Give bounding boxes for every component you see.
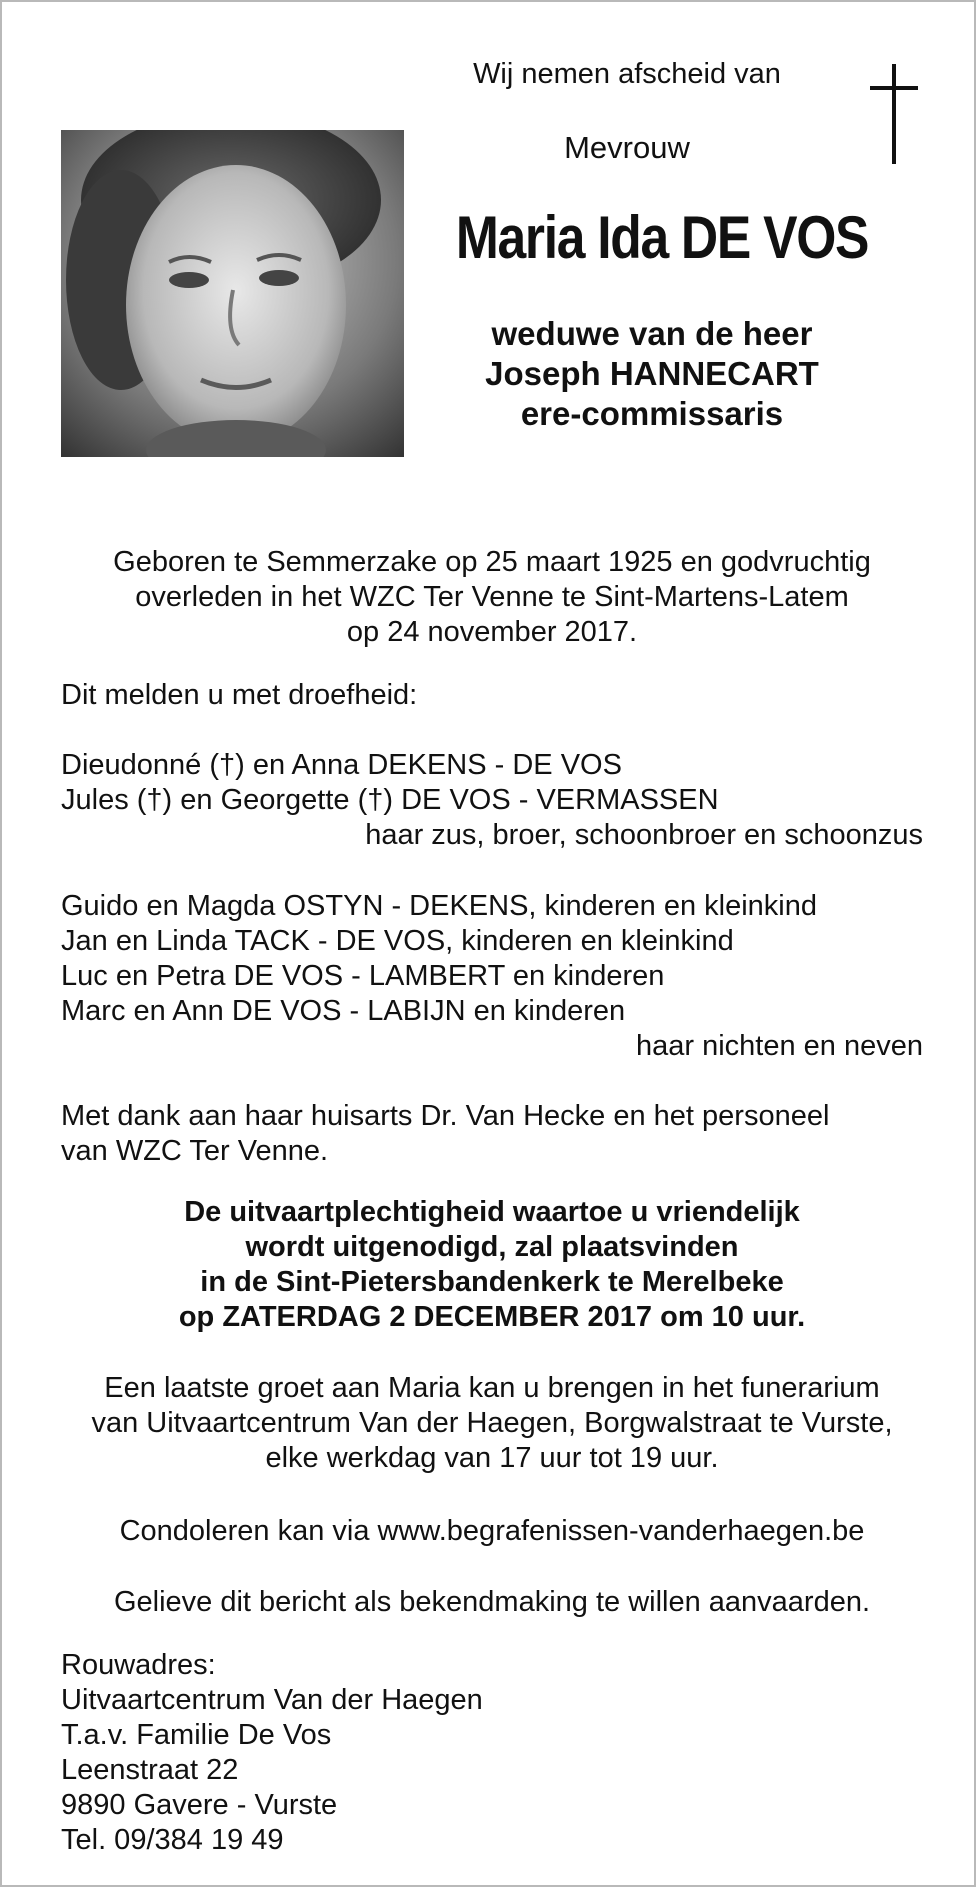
- address-line: Tel. 09/384 19 49: [61, 1824, 284, 1856]
- address-line: Uitvaartcentrum Van der Haegen: [61, 1684, 483, 1716]
- family-nephews: [61, 889, 923, 1064]
- honorific: Mevrouw: [564, 130, 690, 165]
- family-relation: haar zus, broer, schoonbroer en schoonzus: [365, 819, 923, 851]
- visit-line: Een laatste groet aan Maria kan u brengen in het funerarium: [104, 1372, 880, 1404]
- family-line: Dieudonné (†) en Anna DEKENS - DE VOS: [61, 749, 622, 781]
- address-line: Rouwadres:: [61, 1649, 216, 1681]
- address-line: T.a.v. Familie De Vos: [61, 1719, 332, 1751]
- family-line: Luc en Petra DE VOS - LAMBERT en kinderen: [61, 960, 665, 992]
- widow-line: weduwe van de heer: [491, 315, 813, 352]
- widow-line: ere-commissaris: [520, 395, 784, 432]
- family-line: Jan en Linda TACK - DE VOS, kinderen en kleinkind: [61, 925, 734, 957]
- ceremony-paragraph: [61, 1195, 923, 1335]
- born-line: op 24 november 2017.: [346, 616, 638, 648]
- born-paragraph: [61, 545, 923, 650]
- family-line: Jules (†) en Georgette (†) DE VOS - VERMASSEN: [61, 784, 719, 816]
- condolence-text: Condoleren kan via www.begrafenissen-vanderhaegen.be: [119, 1515, 865, 1547]
- ceremony-line: wordt uitgenodigd, zal plaatsvinden: [245, 1231, 739, 1263]
- family-line: Marc en Ann DE VOS - LABIJN en kinderen: [61, 995, 626, 1027]
- widow-of-block: [442, 314, 862, 434]
- thanks-paragraph: [61, 1099, 923, 1169]
- visit-line: elke werkdag van 17 uur tot 19 uur.: [265, 1442, 719, 1474]
- latin-cross-icon: [864, 64, 924, 164]
- portrait-photo: [61, 130, 404, 457]
- ceremony-line: in de Sint-Pietersbandenkerk te Merelbeke: [200, 1266, 784, 1298]
- widow-line: Joseph HANNECART: [485, 355, 819, 392]
- mourning-address: [61, 1648, 923, 1858]
- deceased-name: Maria Ida DE VOS: [455, 204, 869, 271]
- born-line: Geboren te Semmerzake op 25 maart 1925 en godvruchtig: [113, 546, 871, 578]
- family-siblings: [61, 748, 923, 853]
- address-line: 9890 Gavere - Vurste: [61, 1789, 338, 1821]
- thanks-line: Met dank aan haar huisarts Dr. Van Hecke en het personeel: [61, 1100, 830, 1132]
- address-line: Leenstraat 22: [61, 1754, 239, 1786]
- family-relation: haar nichten en neven: [636, 1030, 923, 1062]
- family-line: Guido en Magda OSTYN - DEKENS, kinderen en kleinkind: [61, 890, 817, 922]
- thanks-line: van WZC Ter Venne.: [61, 1135, 329, 1167]
- visit-paragraph: [61, 1371, 923, 1476]
- announce-text: Dit melden u met droefheid:: [61, 679, 418, 711]
- ceremony-line: De uitvaartplechtigheid waartoe u vriendelijk: [184, 1196, 800, 1228]
- notice-text: Gelieve dit bericht als bekendmaking te willen aanvaarden.: [113, 1586, 871, 1618]
- born-line: overleden in het WZC Ter Venne te Sint-Martens-Latem: [135, 581, 849, 613]
- visit-line: van Uitvaartcentrum Van der Haegen, Borgwalstraat te Vurste,: [91, 1407, 893, 1439]
- intro-text: Wij nemen afscheid van: [473, 58, 781, 90]
- ceremony-line: op ZATERDAG 2 DECEMBER 2017 om 10 uur.: [178, 1301, 806, 1333]
